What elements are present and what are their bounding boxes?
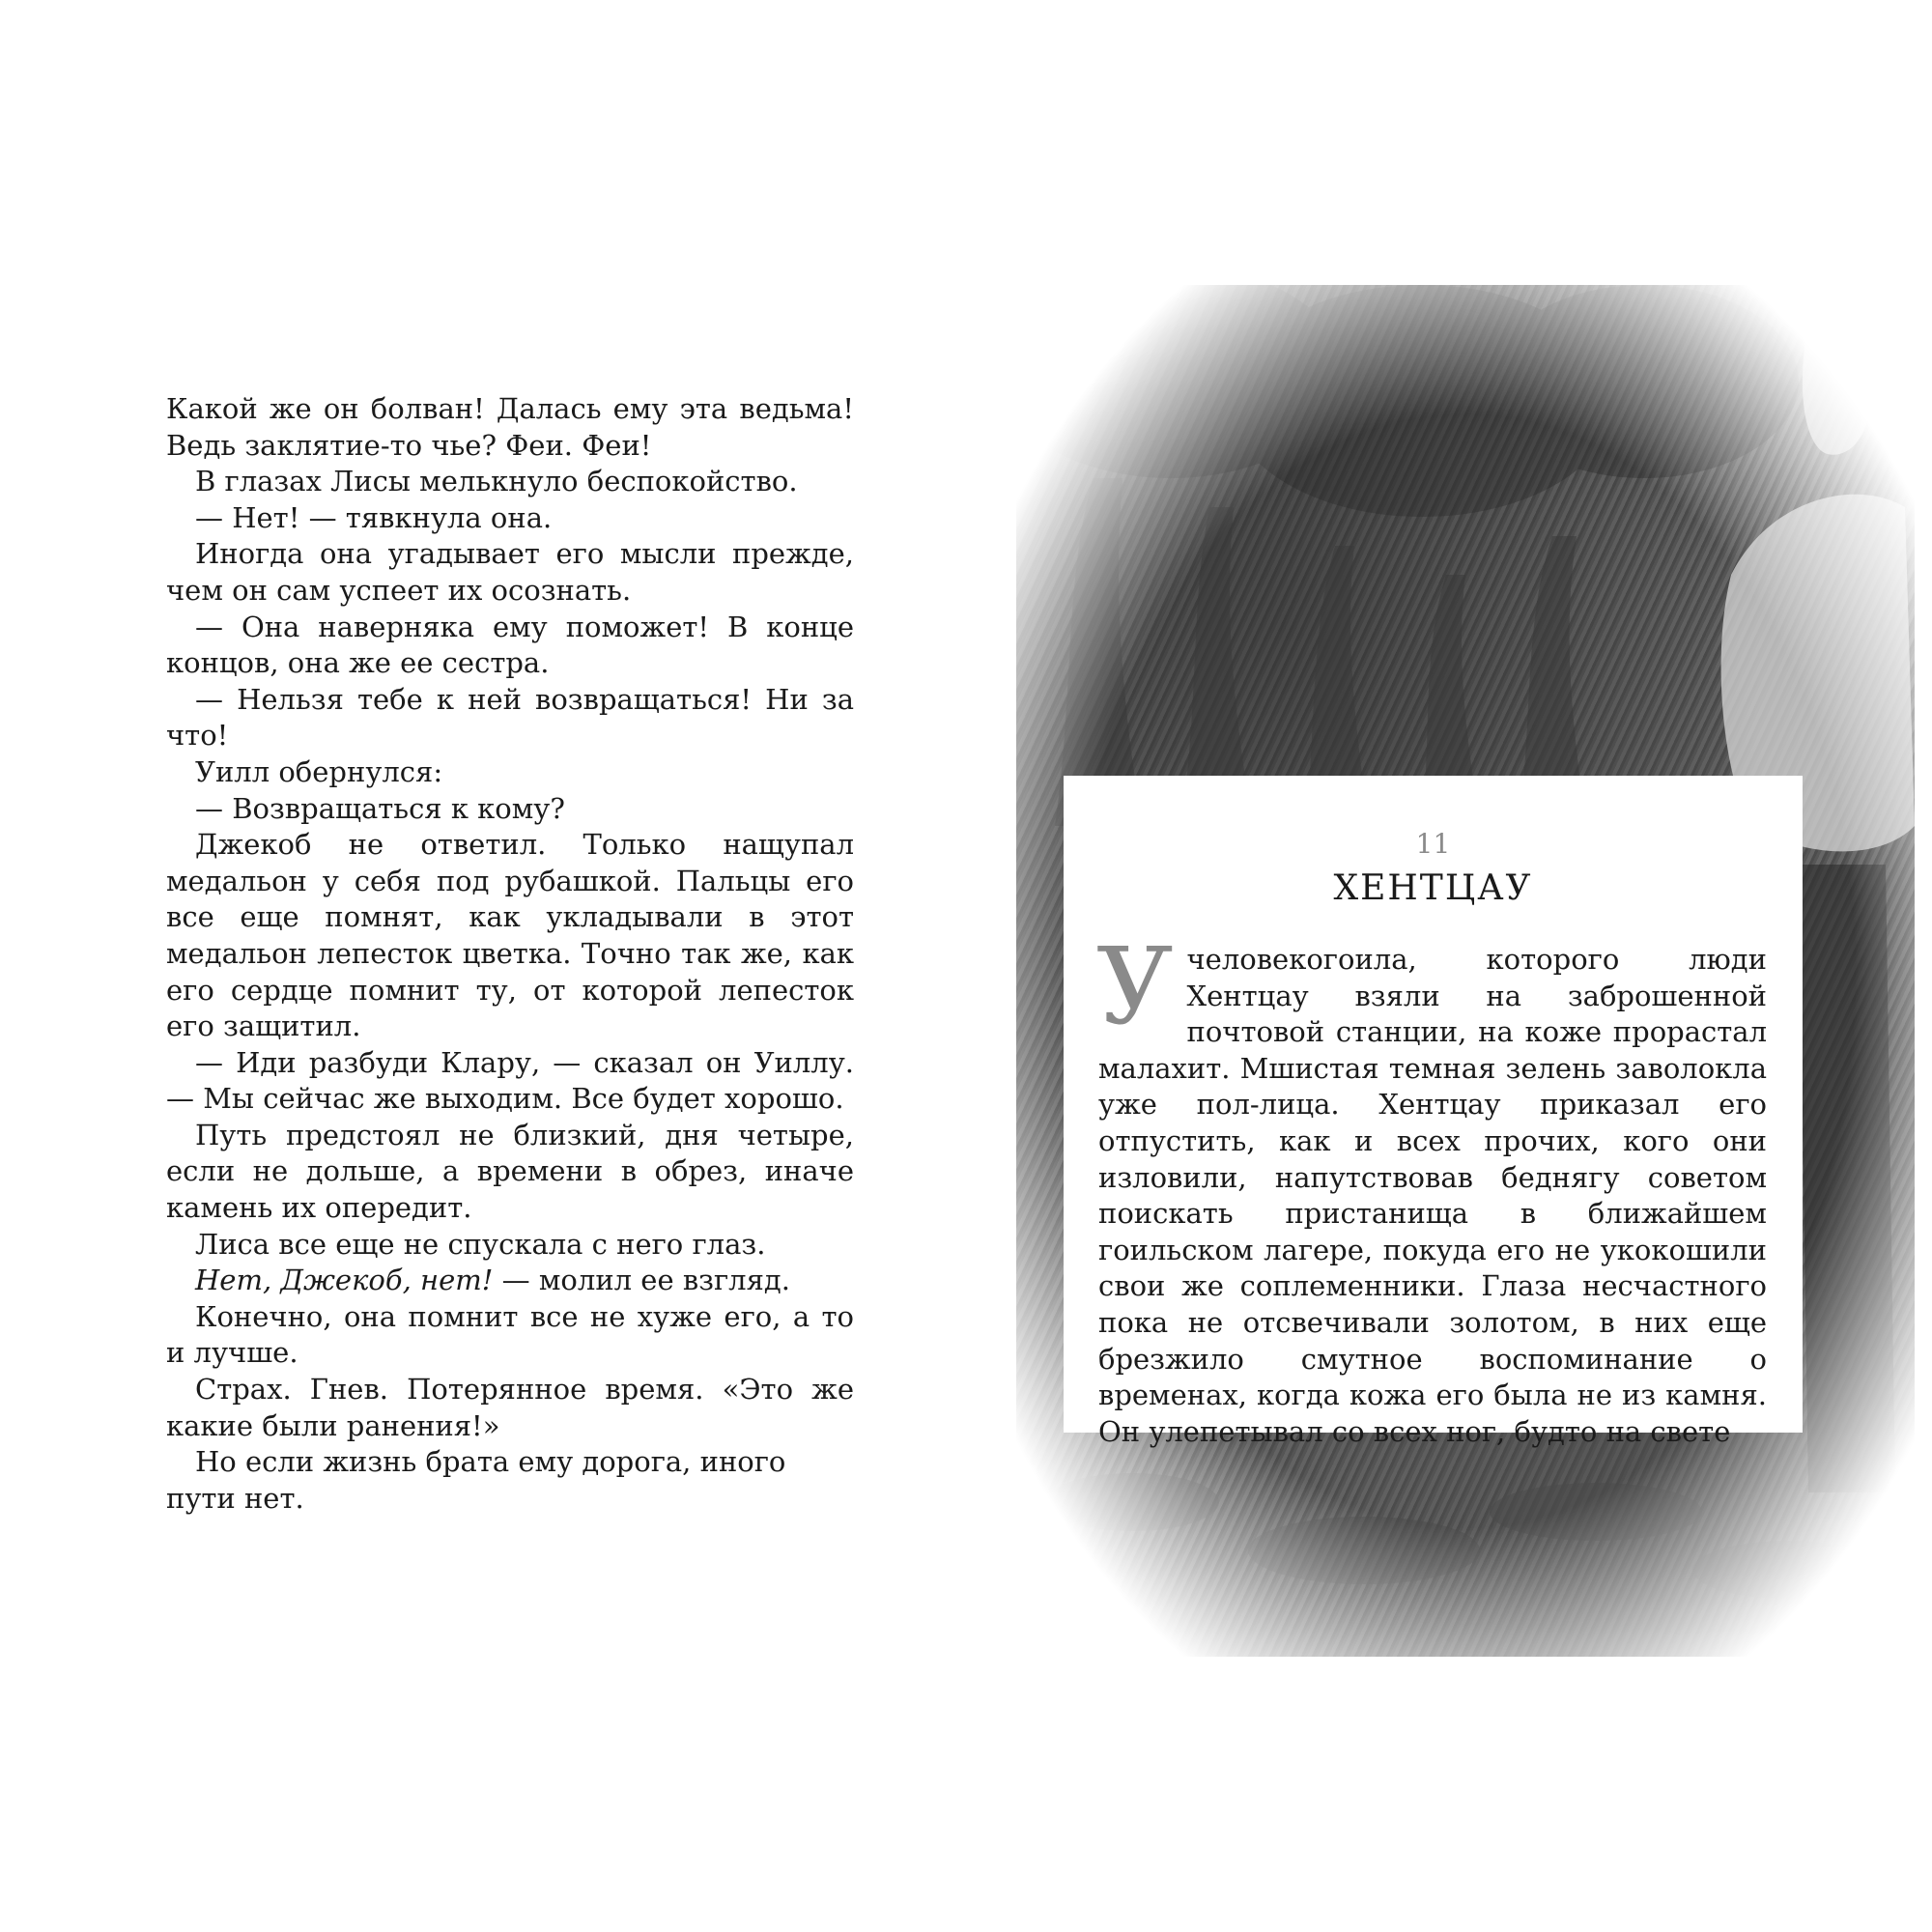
paragraph: Иногда она угадывает его мысли прежде, чем он сам успеет их осознать. — [166, 537, 854, 607]
paragraph: Уилл обернулся: — [195, 754, 443, 788]
paragraph — [166, 1263, 854, 1299]
chapter-paragraph: человекогоила, которого люди Хентцау взяли на заброшенной почтовой станции, на коже прорастал малахит. Мшистая темная зелень заволокла уже пол-лица. Хентцау приказал его отпустить, как и всех прочих, кого они изловили, напутствовав беднягу советом поискать пристанища в ближайшем гоильском лагере, покуда его не укокошили свои же соплеменники. Глаза несчастного пока не отсвечивали золотом, в них еще брезжило смутное воспоминание о временах, когда кожа его была не из камня. Он улепетывал со всех ног, будто на свете — [1098, 943, 1767, 1448]
paragraph: Страх. Гнев. Потерянное время. «Это же какие были ранения!» — [166, 1373, 854, 1442]
paragraph: Какой же он болван! Далась ему эта ведьма! Ведь заклятие-то чье? Феи. Феи! — [166, 392, 854, 462]
paragraph: — Нет! — тявкнула она. — [195, 500, 553, 534]
paragraph: — Она наверняка ему поможет! В конце концов, она же ее сестра. — [166, 610, 854, 680]
chapter-panel — [1064, 776, 1803, 1448]
paragraph: Но если жизнь брата ему дорога, иного пути нет. — [166, 1445, 786, 1515]
chapter-number: 11 — [1415, 828, 1451, 860]
paragraph: — Возвращаться к кому? — [195, 791, 565, 825]
paragraph: Лиса все еще не спускала с него глаз. — [195, 1227, 766, 1261]
paragraph: — Иди разбуди Клару, — сказал он Уиллу. — Мы сейчас же выходим. Все будет хорошо. — [166, 1045, 854, 1116]
paragraph: В глазах Лисы мелькнуло беспокойство. — [195, 465, 798, 498]
paragraph: Путь предстоял не близкий, дня четыре, если не дольше, а времени в обрез, иначе камень их опередит. — [166, 1118, 854, 1225]
paragraph: Конечно, она помнит все не хуже его, а то и лучше. — [166, 1299, 854, 1370]
chapter-body — [1096, 924, 1767, 1450]
drop-cap: У — [1096, 924, 1174, 1048]
paragraph-tail: — молил ее взгляд. — [493, 1264, 790, 1297]
left-page-text — [166, 391, 854, 1517]
italic-thought: Нет, Джекоб, нет! — [195, 1264, 494, 1297]
paragraph: — Нельзя тебе к ней возвращаться! Ни за что! — [166, 682, 854, 753]
paragraph: Джекоб не ответил. Только нащупал медальон у себя под рубашкой. Пальцы его все еще помнят, как укладывали в этот медальон лепесток цветка. Точно так же, как его сердце помнит ту, от которой лепесток его защитил. — [166, 828, 854, 1043]
chapter-title: ХЕНТЦАУ — [1333, 868, 1533, 908]
